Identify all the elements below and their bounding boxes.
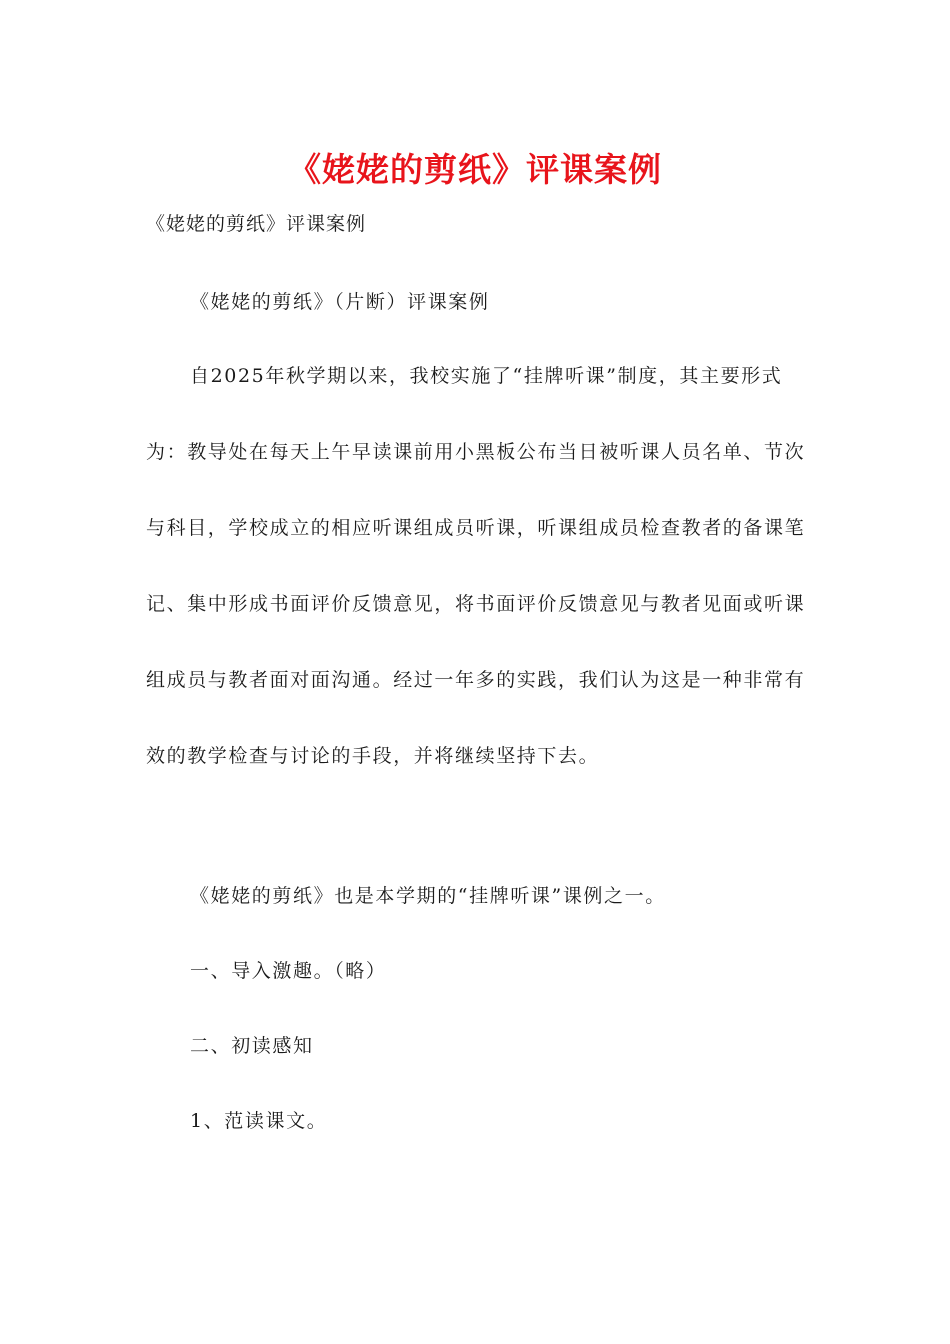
paragraph-step-two: 二、初读感知 <box>190 1035 314 1057</box>
paragraph-step-one: 一、导入激趣。（略） <box>190 960 387 982</box>
paragraph-intro: 自2025年秋学期以来，我校实施了“挂牌听课”制度，其主要形式为：教导处在每天上午早读课前用小黑板公布当日被听课人员名单、节次与科目，学校成立的相应听课组成员听课，听课组成员检查教者的备课笔记、集中形成书面评价反馈意见，将书面评价反馈意见与教者见面或听课组成员与教者面对面沟通。经过一年多的实践，我们认为这是一种非常有效的教学检查与讨论的手段，并将继续坚持下去。 <box>146 365 806 767</box>
paragraph-example-note: 《姥姥的剪纸》也是本学期的“挂牌听课”课例之一。 <box>190 885 666 907</box>
page-title: 《姥姥的剪纸》评课案例 <box>288 150 662 189</box>
paragraph-substep-one: 1、范读课文。 <box>190 1110 328 1132</box>
paragraph-section-heading: 《姥姥的剪纸》（片断）评课案例 <box>190 291 490 313</box>
document-subtitle: 《姥姥的剪纸》评课案例 <box>146 213 367 235</box>
